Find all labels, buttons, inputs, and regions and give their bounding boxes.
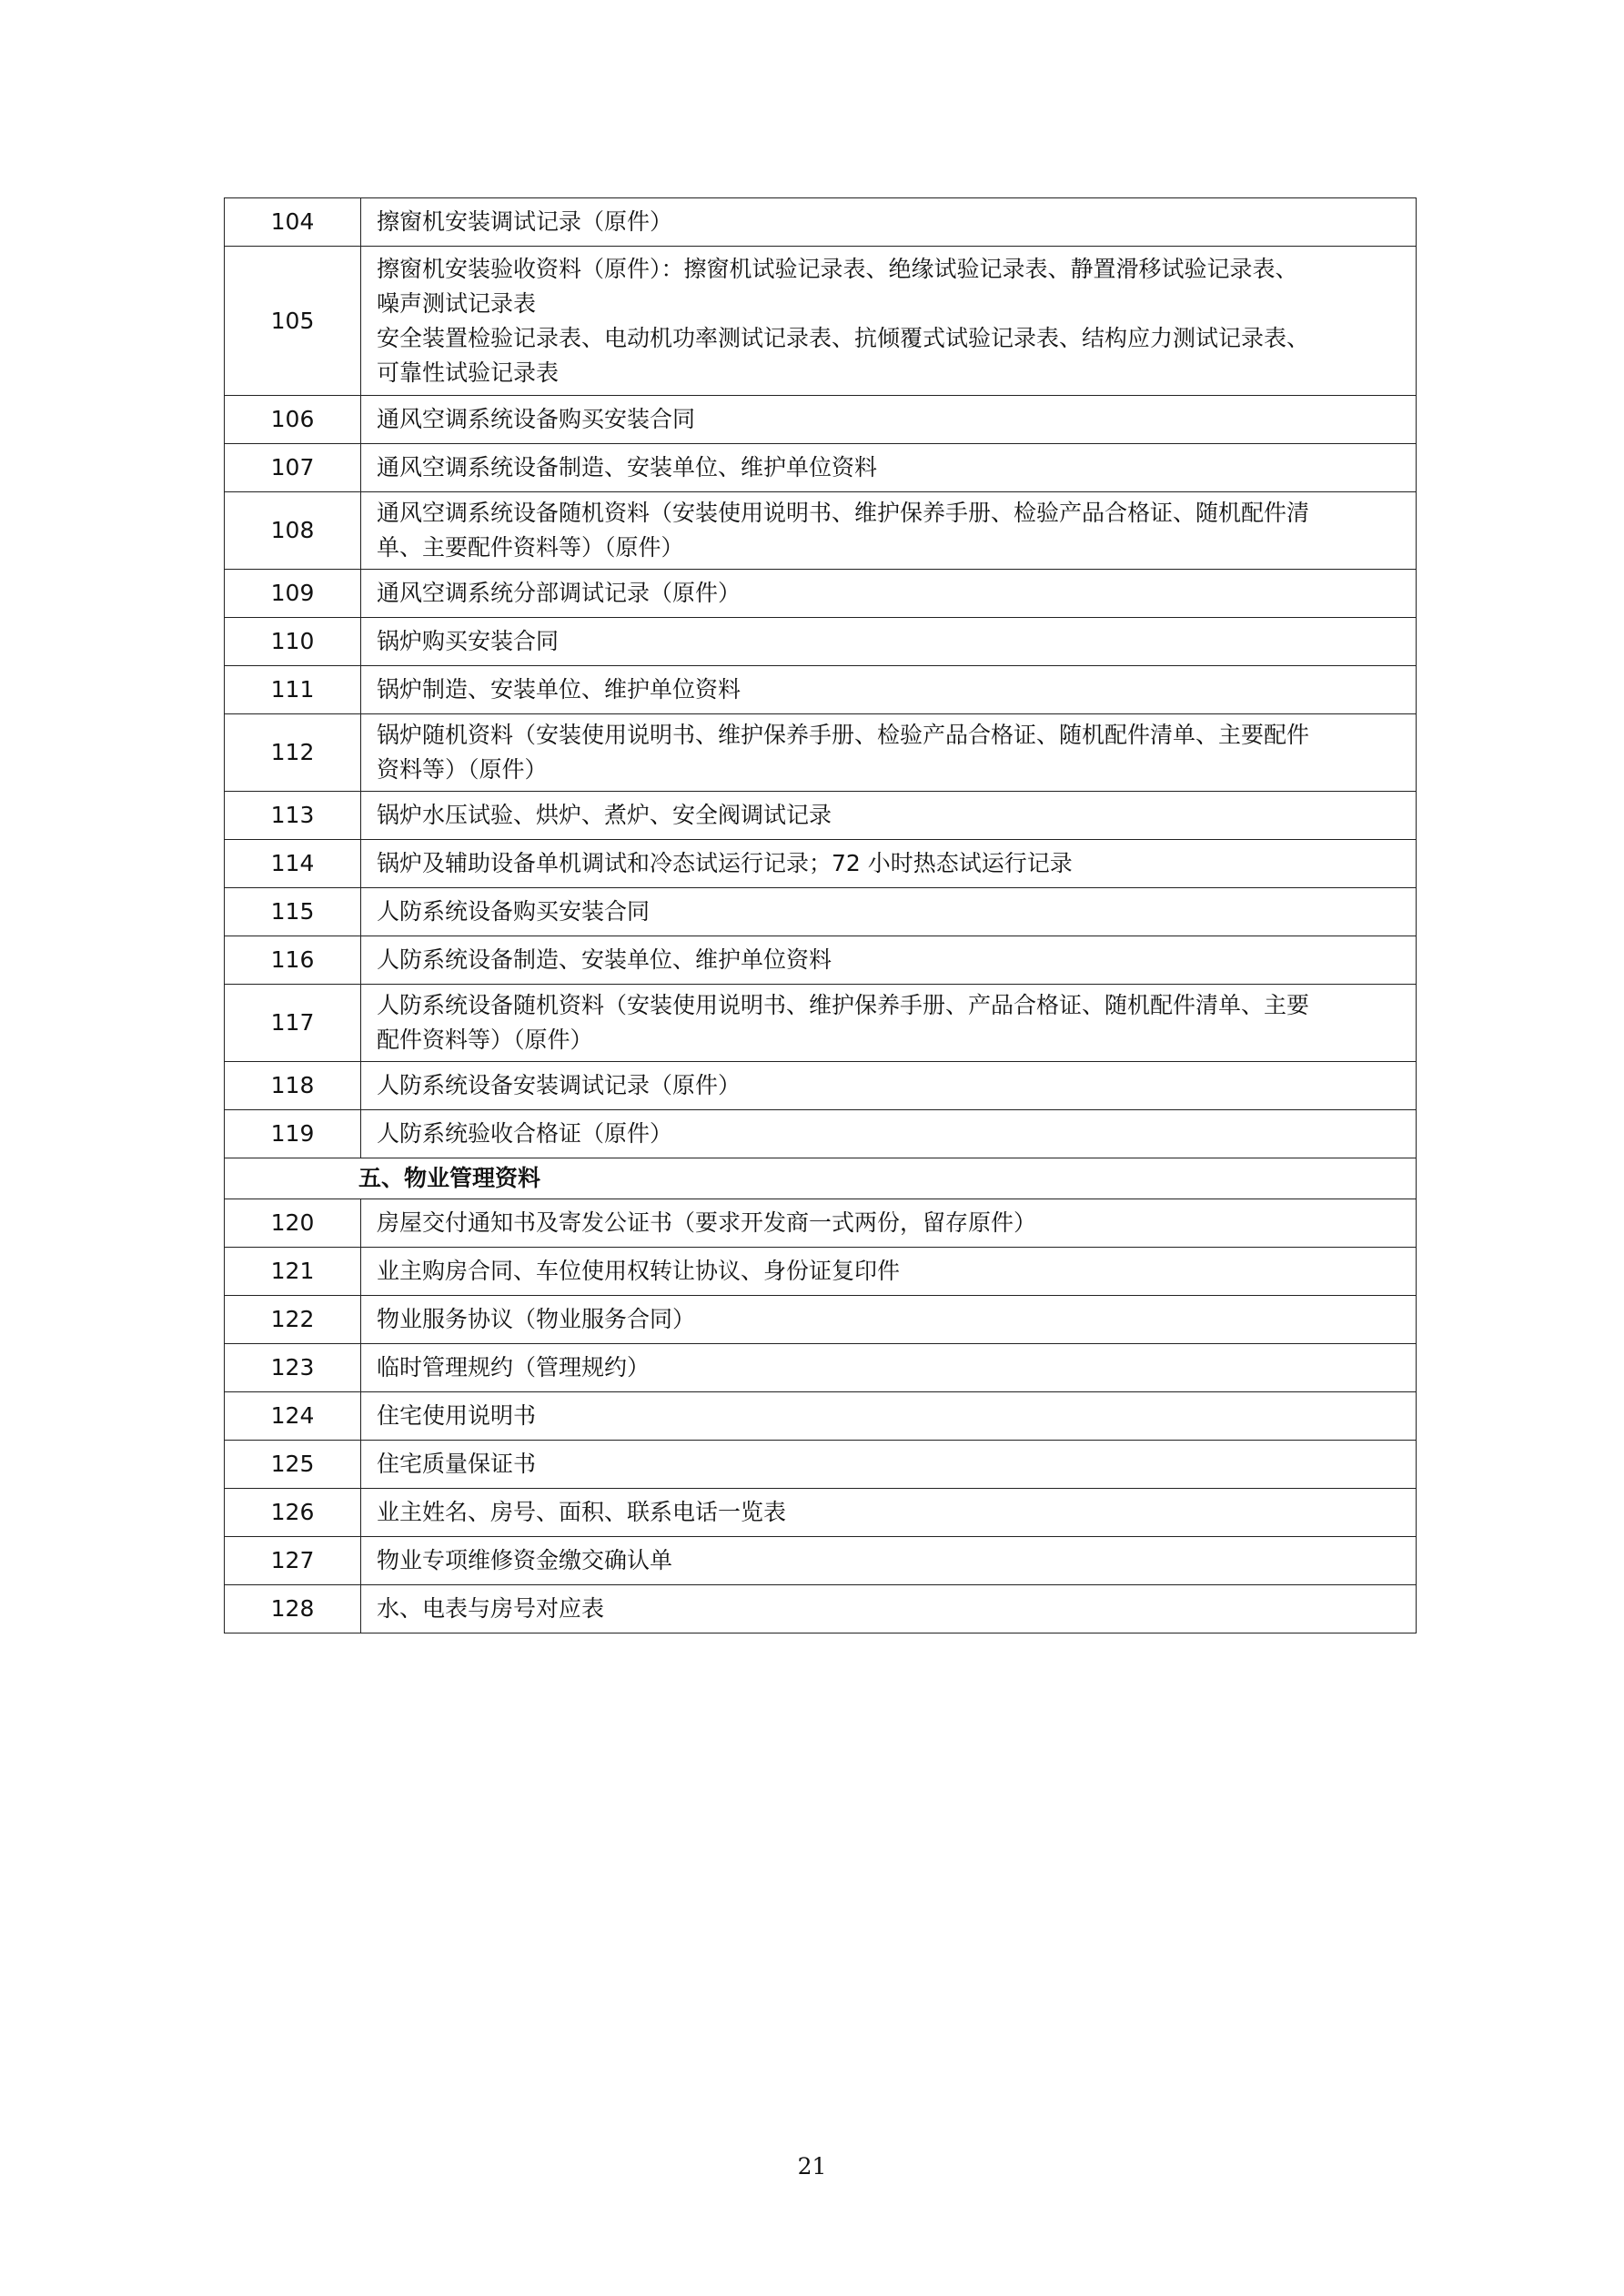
- table-row: [225, 247, 1417, 396]
- row-description: 住宅使用说明书: [361, 1392, 1417, 1441]
- row-description: 通风空调系统设备随机资料（安装使用说明书、维护保养手册、检验产品合格证、随机配件清 单、主要配件资料等）（原件）: [361, 492, 1417, 570]
- table-row: [225, 936, 1417, 985]
- row-number: 109: [225, 570, 361, 618]
- table-row: [225, 1441, 1417, 1489]
- row-number: 108: [225, 492, 361, 570]
- row-number: 123: [225, 1344, 361, 1392]
- row-description: 水、电表与房号对应表: [361, 1585, 1417, 1633]
- row-description: 人防系统设备购买安装合同: [361, 888, 1417, 936]
- row-description: 人防系统设备随机资料（安装使用说明书、维护保养手册、产品合格证、随机配件清单、主要 配件资料等）（原件）: [361, 985, 1417, 1062]
- row-number: 114: [225, 840, 361, 888]
- row-description: 锅炉制造、安装单位、维护单位资料: [361, 666, 1417, 714]
- row-description: 通风空调系统分部调试记录（原件）: [361, 570, 1417, 618]
- row-number: 107: [225, 444, 361, 492]
- table-row: [225, 888, 1417, 936]
- table-row: [225, 792, 1417, 840]
- row-number: 111: [225, 666, 361, 714]
- row-number: 116: [225, 936, 361, 985]
- row-number: 113: [225, 792, 361, 840]
- row-number: 121: [225, 1248, 361, 1296]
- row-number: 119: [225, 1110, 361, 1158]
- row-number: 106: [225, 396, 361, 444]
- archive-checklist-table: [224, 197, 1417, 1633]
- row-description: 通风空调系统设备制造、安装单位、维护单位资料: [361, 444, 1417, 492]
- table-row: [225, 840, 1417, 888]
- section-title: 五、物业管理资料: [225, 1158, 1417, 1199]
- row-description: 业主购房合同、车位使用权转让协议、身份证复印件: [361, 1248, 1417, 1296]
- table-row: [225, 1344, 1417, 1392]
- row-description: 房屋交付通知书及寄发公证书（要求开发商一式两份，留存原件）: [361, 1199, 1417, 1248]
- table-row: [225, 1248, 1417, 1296]
- table-row: [225, 1585, 1417, 1633]
- table-row: [225, 1296, 1417, 1344]
- row-description: 人防系统验收合格证（原件）: [361, 1110, 1417, 1158]
- row-number: 110: [225, 618, 361, 666]
- row-number: 112: [225, 714, 361, 792]
- row-description: 锅炉购买安装合同: [361, 618, 1417, 666]
- table-row: [225, 1110, 1417, 1158]
- row-description: 通风空调系统设备购买安装合同: [361, 396, 1417, 444]
- row-number: 124: [225, 1392, 361, 1441]
- table-row: [225, 1392, 1417, 1441]
- row-description: 擦窗机安装验收资料（原件）：擦窗机试验记录表、绝缘试验记录表、静置滑移试验记录表、 噪声测试记录表 安全装置检验记录表、电动机功率测试记录表、抗倾覆式试验记录表、结构应力测试记录表、 可靠性试验记录表: [361, 247, 1417, 396]
- table-row: [225, 1537, 1417, 1585]
- table-row: [225, 985, 1417, 1062]
- row-number: 105: [225, 247, 361, 396]
- row-number: 117: [225, 985, 361, 1062]
- row-description: 物业专项维修资金缴交确认单: [361, 1537, 1417, 1585]
- row-number: 127: [225, 1537, 361, 1585]
- table-row: [225, 396, 1417, 444]
- row-description: 物业服务协议（物业服务合同）: [361, 1296, 1417, 1344]
- table-row: [225, 444, 1417, 492]
- table-row: [225, 1199, 1417, 1248]
- table-row: [225, 714, 1417, 792]
- row-description: 住宅质量保证书: [361, 1441, 1417, 1489]
- row-description: 擦窗机安装调试记录（原件）: [361, 198, 1417, 247]
- row-number: 104: [225, 198, 361, 247]
- table-row: [225, 618, 1417, 666]
- table-row: [225, 198, 1417, 247]
- table-row: [225, 1489, 1417, 1537]
- row-description: 锅炉水压试验、烘炉、煮炉、安全阀调试记录: [361, 792, 1417, 840]
- section-header-row: [225, 1158, 1417, 1199]
- row-number: 128: [225, 1585, 361, 1633]
- row-description: 锅炉及辅助设备单机调试和冷态试运行记录；72 小时热态试运行记录: [361, 840, 1417, 888]
- row-description: 人防系统设备安装调试记录（原件）: [361, 1062, 1417, 1110]
- row-number: 122: [225, 1296, 361, 1344]
- row-number: 120: [225, 1199, 361, 1248]
- table-row: [225, 1062, 1417, 1110]
- table-row: [225, 570, 1417, 618]
- row-description: 锅炉随机资料（安装使用说明书、维护保养手册、检验产品合格证、随机配件清单、主要配件 资料等）（原件）: [361, 714, 1417, 792]
- row-number: 118: [225, 1062, 361, 1110]
- page-number: 21: [797, 2153, 827, 2180]
- row-number: 115: [225, 888, 361, 936]
- row-number: 126: [225, 1489, 361, 1537]
- row-number: 125: [225, 1441, 361, 1489]
- row-description: 临时管理规约（管理规约）: [361, 1344, 1417, 1392]
- row-description: 业主姓名、房号、面积、联系电话一览表: [361, 1489, 1417, 1537]
- row-description: 人防系统设备制造、安装单位、维护单位资料: [361, 936, 1417, 985]
- table-row: [225, 666, 1417, 714]
- table-row: [225, 492, 1417, 570]
